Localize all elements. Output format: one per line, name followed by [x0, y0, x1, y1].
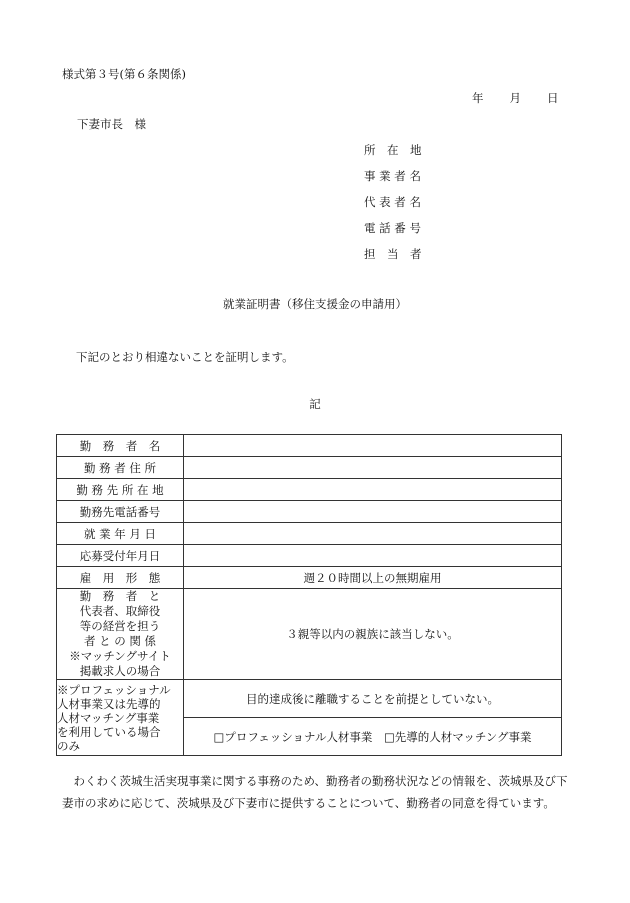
relationship-label-line: ※マッチングサイト [69, 649, 171, 663]
ki-heading: 記 [309, 397, 321, 411]
table-row [57, 680, 562, 718]
row-label-worker-address: 勤 務 者 住 所 [57, 457, 184, 479]
table-row [57, 567, 562, 589]
consent-paragraph: わくわく茨城生活実現事業に関する事務のため、勤務者の勤務状況などの情報を、茨城県及び下妻市の求めに応じて、茨城県及び下妻市に提供することについて、勤務者の同意を得ています。 [62, 774, 568, 810]
checkbox-leading-matching[interactable]: □先導的人材マッチング事業 [383, 729, 532, 744]
professional-label-line: 人材マッチング事業 [57, 710, 160, 725]
certification-statement: 下記のとおり相違ないことを証明します。 [76, 350, 294, 364]
table-row [57, 523, 562, 545]
row-value-relationship: ３親等以内の親族に該当しない。 [184, 589, 562, 680]
applicant-field-business-name: 事 業 者 名 [364, 169, 421, 183]
row-label-professional [57, 680, 184, 756]
relationship-label-line: 代表者、取締役 [79, 604, 161, 618]
row-label-workplace-location: 勤 務 先 所 在 地 [57, 479, 184, 501]
row-value-workplace-location[interactable] [184, 479, 562, 501]
relationship-label-line: 勤 務 者 と [79, 589, 161, 603]
document-title: 就業証明書（移住支援金の申請用） [223, 297, 407, 311]
professional-label-line: のみ [57, 738, 80, 753]
date-line [472, 90, 559, 106]
date-year-label: 年 [472, 91, 484, 105]
applicant-field-address: 所 在 地 [364, 143, 422, 157]
form-number-label: 様式第３号(第６条関係) [62, 67, 186, 81]
table-row [57, 545, 562, 567]
table-row [57, 457, 562, 479]
row-label-start-date: 就 業 年 月 日 [57, 523, 184, 545]
applicant-field-phone: 電 話 番 号 [364, 221, 421, 235]
professional-label-line: ※プロフェッショナル [57, 682, 171, 697]
row-value-start-date[interactable] [184, 523, 562, 545]
date-day-label: 日 [547, 91, 559, 105]
professional-label-line: 人材事業又は先導的 [57, 696, 161, 711]
row-value-workplace-phone[interactable] [184, 501, 562, 523]
applicant-field-representative: 代 表 者 名 [364, 195, 421, 209]
table-row [57, 589, 562, 680]
row-label-worker-name: 勤 務 者 名 [57, 435, 184, 457]
row-value-no-resignation-premise: 目的達成後に離職することを前提としていない。 [184, 680, 562, 718]
row-label-application-date: 応募受付年月日 [57, 545, 184, 567]
certificate-table [56, 434, 562, 756]
row-label-relationship [57, 589, 184, 680]
table-row [57, 501, 562, 523]
row-value-worker-name[interactable] [184, 435, 562, 457]
row-value-worker-address[interactable] [184, 457, 562, 479]
relationship-label-line: 者 と の 関 係 [83, 634, 157, 648]
row-value-employment-type: 週２０時間以上の無期雇用 [184, 567, 562, 589]
date-month-label: 月 [509, 91, 521, 105]
row-value-program-options [184, 718, 562, 756]
checkbox-professional-talent[interactable]: □プロフェッショナル人材事業 [213, 729, 373, 744]
relationship-label-line: 等の経営を担う [79, 619, 161, 633]
row-label-workplace-phone: 勤務先電話番号 [57, 501, 184, 523]
row-label-employment-type: 雇 用 形 態 [57, 567, 184, 589]
applicant-field-contact-person: 担 当 者 [364, 247, 422, 261]
addressee: 下妻市長 様 [77, 117, 146, 131]
table-row [57, 435, 562, 457]
table-row [57, 479, 562, 501]
row-value-application-date[interactable] [184, 545, 562, 567]
professional-label-line: を利用している場合 [57, 724, 161, 739]
relationship-label-line: 掲載求人の場合 [79, 664, 161, 678]
